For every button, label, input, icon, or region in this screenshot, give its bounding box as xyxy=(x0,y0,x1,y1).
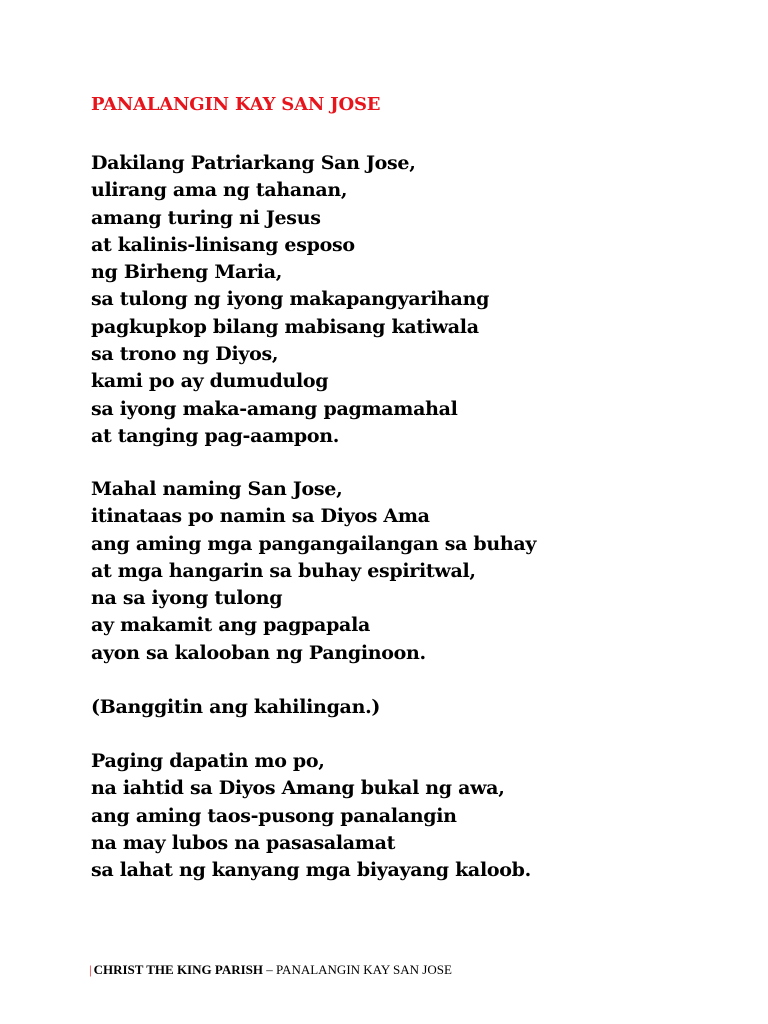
prayer-line: ayon sa kalooban ng Panginoon. xyxy=(91,641,426,664)
prayer-line: ay makamit ang pagpapala xyxy=(91,614,370,637)
footer-parish-name: CHRIST THE KING PARISH xyxy=(93,962,264,977)
prayer-line: (Banggitin ang kahilingan.) xyxy=(91,696,381,718)
prayer-line: sa tulong ng iyong makapangyarihang xyxy=(91,288,490,311)
prayer-line: ang aming taos-pusong panalangin xyxy=(91,804,457,827)
prayer-line: pagkupkop bilang mabisang katiwala xyxy=(91,315,479,338)
prayer-line: sa iyong maka-amang pagmamahal xyxy=(91,397,458,420)
prayer-line: at tanging pag-aampon. xyxy=(91,424,340,447)
prayer-line: itinataas po namin sa Diyos Ama xyxy=(91,505,430,528)
prayer-line: ng Birheng Maria, xyxy=(91,261,283,284)
prayer-line: na iahtid sa Diyos Amang bukal ng awa, xyxy=(91,777,505,800)
prayer-line: kami po ay dumudulog xyxy=(91,370,329,393)
footer-separator: | xyxy=(89,962,92,977)
prayer-instruction xyxy=(91,694,380,721)
prayer-line: Paging dapatin mo po, xyxy=(91,750,325,772)
prayer-stanza-4 xyxy=(91,748,531,884)
prayer-line: ulirang ama ng tahanan, xyxy=(91,179,348,202)
prayer-line: Mahal naming San Jose, xyxy=(91,478,343,500)
page-footer xyxy=(89,962,452,978)
prayer-line: sa trono ng Diyos, xyxy=(91,343,279,366)
prayer-line: sa lahat ng kanyang mga biyayang kaloob. xyxy=(91,859,531,882)
footer-document-title: PANALANGIN KAY SAN JOSE xyxy=(276,962,452,977)
prayer-line: na may lubos na pasasalamat xyxy=(91,831,396,854)
footer-dash: – xyxy=(263,962,277,977)
prayer-line: Dakilang Patriarkang San Jose, xyxy=(91,152,416,174)
prayer-stanza-2 xyxy=(91,476,536,667)
prayer-line: na sa iyong tulong xyxy=(91,587,283,610)
prayer-line: ang aming mga pangangailangan sa buhay xyxy=(91,532,537,555)
prayer-line: amang turing ni Jesus xyxy=(91,206,321,229)
prayer-line: at mga hangarin sa buhay espiritwal, xyxy=(91,559,476,582)
prayer-line: at kalinis-linisang esposo xyxy=(91,233,355,256)
prayer-stanza-1 xyxy=(91,150,489,450)
document-title: PANALANGIN KAY SAN JOSE xyxy=(91,94,381,115)
